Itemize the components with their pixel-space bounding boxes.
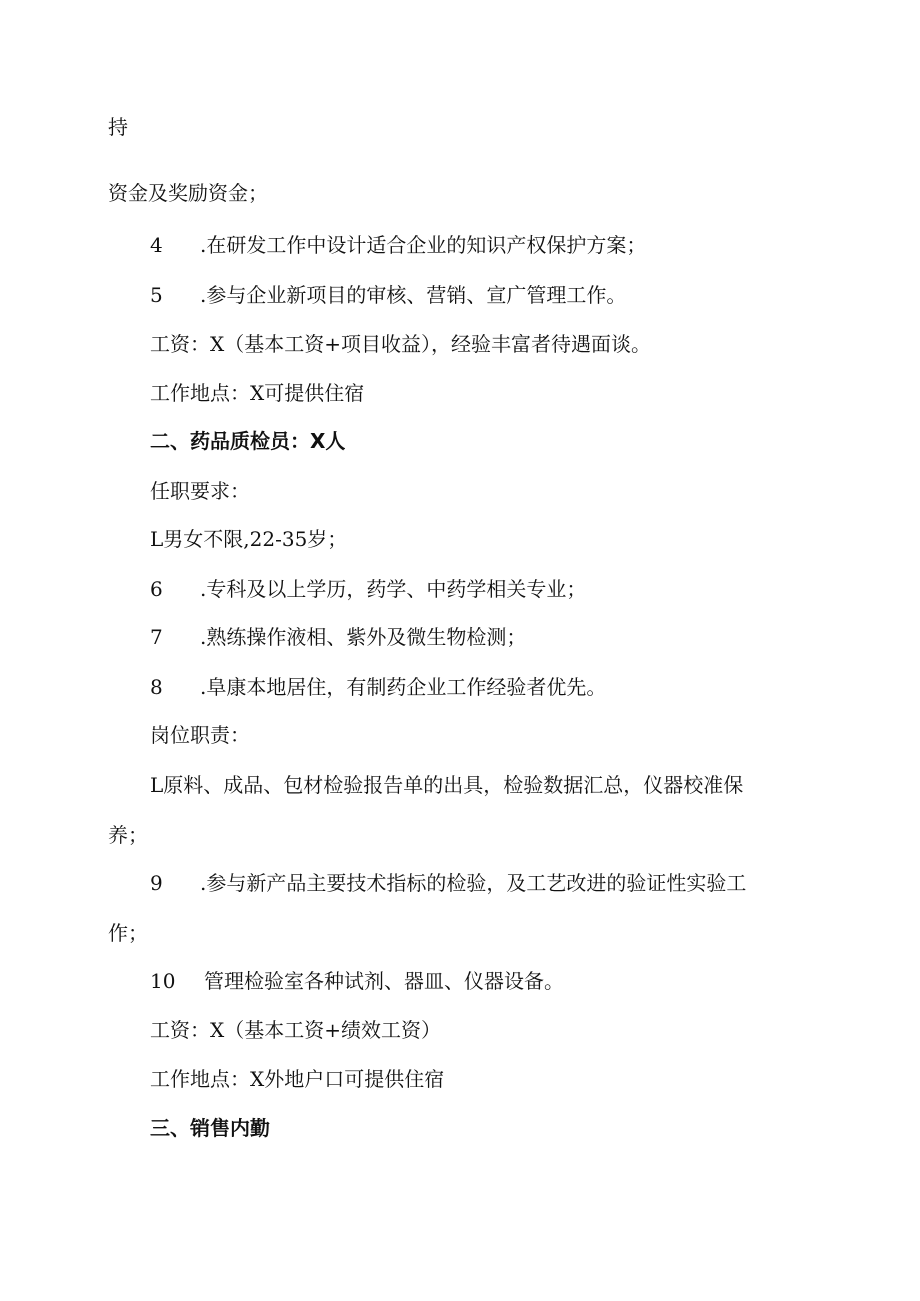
text-line: .参与企业新项目的审核、营销、宣广管理工作。 (200, 283, 627, 307)
item-number: 5 (150, 283, 163, 307)
item-number: 9 (150, 871, 163, 895)
text-line: 持 (108, 115, 128, 139)
section-heading: 三、销售内勤 (150, 1116, 270, 1140)
location-line: 工作地点：X外地户口可提供住宿 (150, 1067, 445, 1091)
text-line: .在研发工作中设计适合企业的知识产权保护方案； (200, 233, 647, 257)
text-line: L男女不限,22-35岁； (150, 527, 348, 551)
text-line: .参与新产品主要技术指标的检验，及工艺改进的验证性实验工 (200, 871, 747, 895)
subheading: 任职要求： (150, 479, 250, 503)
text-line: .阜康本地居住，有制药企业工作经验者优先。 (200, 675, 607, 699)
text-line: L原料、成品、包材检验报告单的出具，检验数据汇总，仪器校准保 (150, 773, 744, 797)
item-number: 8 (150, 675, 163, 699)
item-number: 6 (150, 577, 163, 601)
section-heading: 二、药品质检员：X人 (150, 429, 346, 453)
text-line: .熟练操作液相、紫外及微生物检测； (200, 625, 527, 649)
location-line: 工作地点：X可提供住宿 (150, 381, 365, 405)
subheading: 岗位职责： (150, 723, 250, 747)
text-line: 作； (108, 921, 148, 945)
text-line: 管理检验室各种试剂、器皿、仪器设备。 (204, 969, 564, 993)
item-number: 7 (150, 625, 163, 649)
text-line: .专科及以上学历，药学、中药学相关专业； (200, 577, 587, 601)
salary-line: 工资：X（基本工资+绩效工资） (150, 1018, 441, 1042)
salary-line: 工资：X（基本工资+项目收益），经验丰富者待遇面谈。 (150, 332, 651, 356)
text-line: 资金及奖励资金； (108, 181, 268, 205)
text-line: 养； (108, 823, 148, 847)
item-number: 10 (150, 969, 176, 993)
item-number: 4 (150, 233, 163, 257)
